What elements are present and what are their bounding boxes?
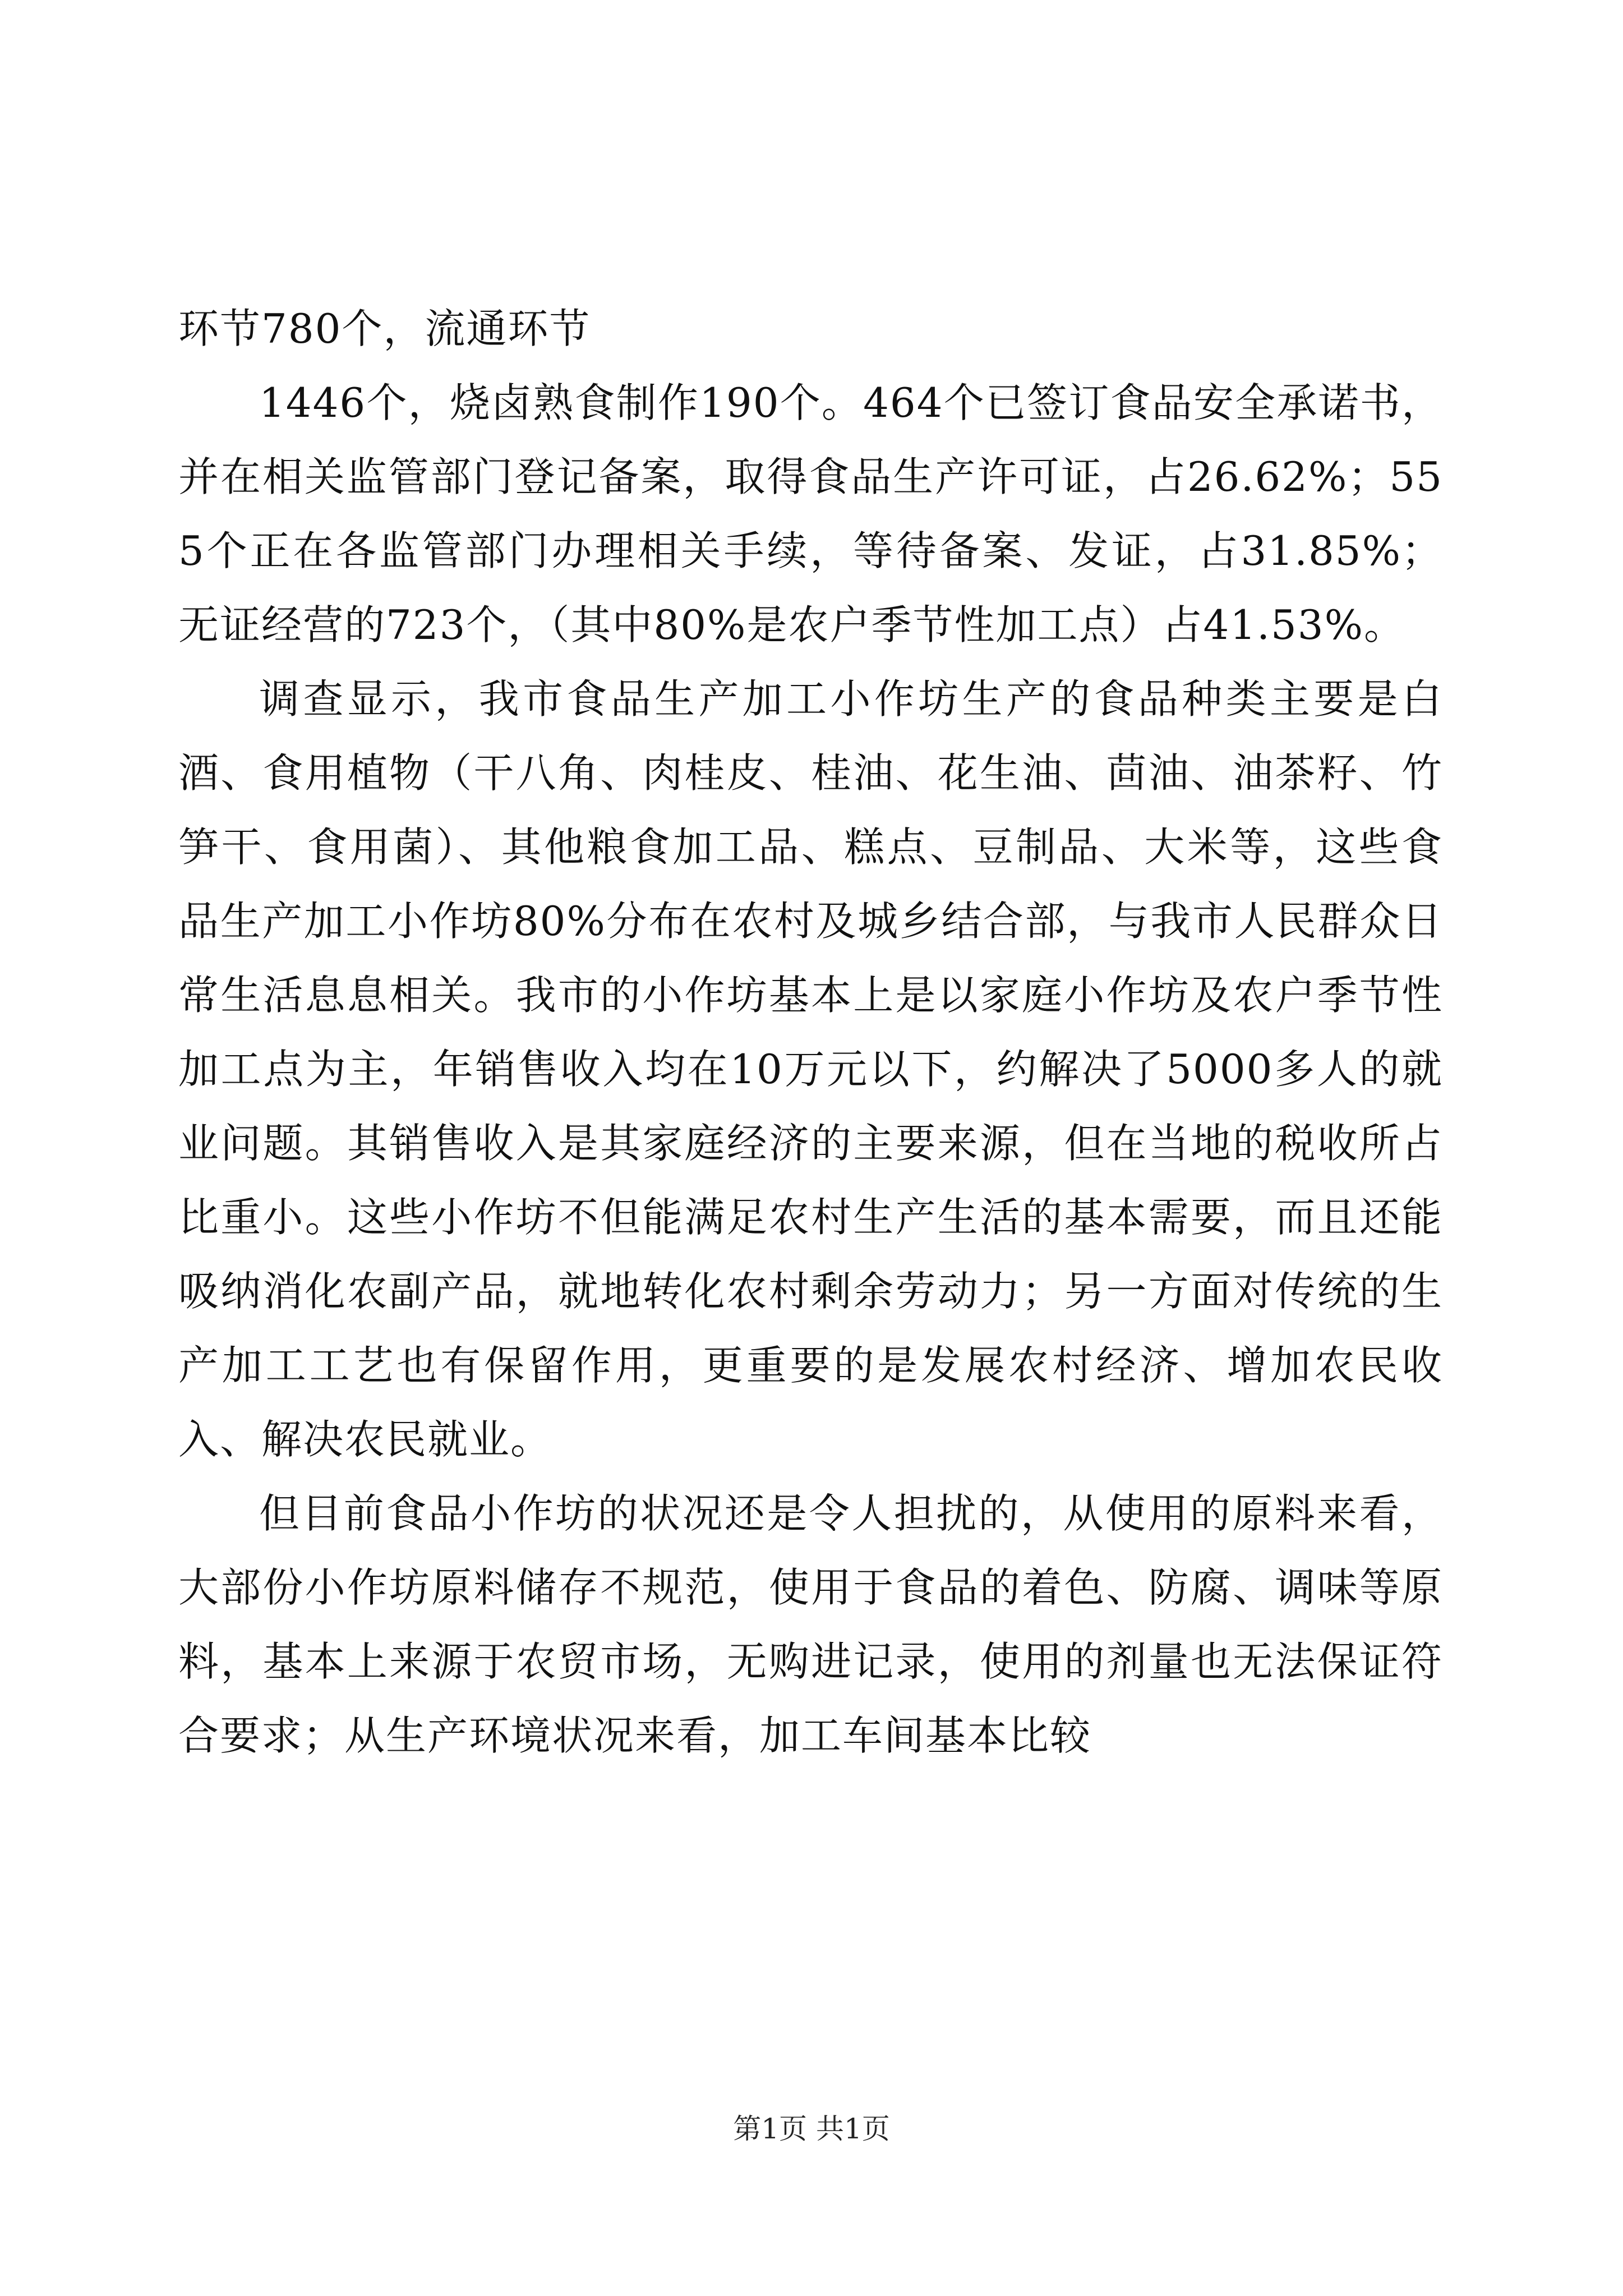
document-body bbox=[178, 292, 1443, 1773]
paragraph-3: 调查显示，我市食品生产加工小作坊生产的食品种类主要是白酒、食用植物（干八角、肉桂皮、桂油、花生油、茴油、油茶籽、竹笋干、食用菌）、其他粮食加工品、糕点、豆制品、大米等，这些食品生产加工小作坊80%分布在农村及城乡结合部，与我市人民群众日常生活息息相关。我市的小作坊基本上是以家庭小作坊及农户季节性加工点为主，年销售收入均在10万元以下，约解决了5000多人的就业问题。其销售收入是其家庭经济的主要来源，但在当地的税收所占比重小。这些小作坊不但能满足农村生产生活的基本需要，而且还能吸纳消化农副产品，就地转化农村剩余劳动力；另一方面对传统的生产加工工艺也有保留作用，更重要的是发展农村经济、增加农民收入、解决农民就业。 bbox=[178, 675, 1443, 1463]
paragraph-4: 但目前食品小作坊的状况还是令人担扰的，从使用的原料来看，大部份小作坊原料储存不规范，使用于食品的着色、防腐、调味等原料，基本上来源于农贸市场，无购进记录，使用的剂量也无法保证符合要求；从生产环境状况来看，加工车间基本比较 bbox=[178, 1490, 1443, 1759]
paragraph-1: 环节780个，流通环节 bbox=[178, 305, 591, 352]
paragraph-2: 1446个，烧卤熟食制作190个。464个已签订食品安全承诺书，并在相关监管部门登记备案，取得食品生产许可证，占26.62%；555个正在各监管部门办理相关手续，等待备案、发证，占31.85%；无证经营的723个，（其中80%是农户季节性加工点）占41.53%。 bbox=[178, 379, 1443, 648]
page-footer: 第1页 共1页 bbox=[733, 2113, 890, 2145]
